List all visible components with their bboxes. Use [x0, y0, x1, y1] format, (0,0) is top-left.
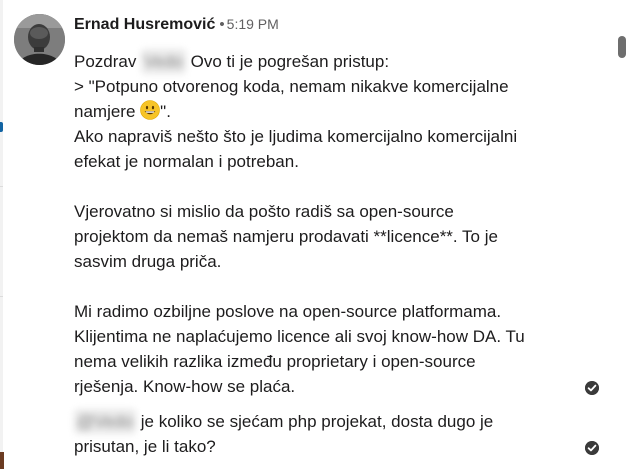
paragraph-gap	[74, 274, 554, 299]
message-timestamp[interactable]: 5:19 PM	[226, 16, 279, 32]
greeting-text: Pozdrav	[74, 52, 137, 71]
scrollbar-thumb[interactable]	[618, 36, 626, 58]
user-mention[interactable]: @Vedo	[74, 409, 136, 434]
sidebar-bottom-marker	[0, 452, 4, 469]
message-line: Mi radimo ozbiljne poslove na open-source platformama.	[74, 302, 502, 321]
message-line: Ako napraviš nešto što je ljudima komercijalno komercijalni	[74, 127, 518, 146]
check-circle-icon[interactable]	[585, 441, 599, 455]
quote-line: > "Potpuno otvorenog koda, nemam nikakve komercijalne	[74, 77, 509, 96]
avatar-photo	[14, 14, 65, 65]
message-line: efekat je normalan i potreban.	[74, 152, 299, 171]
paragraph-gap	[74, 174, 554, 199]
message-line: sasvim druga priča.	[74, 252, 222, 271]
check-circle-icon[interactable]	[585, 381, 599, 395]
sidebar-divider	[0, 296, 3, 297]
message-line: rješenja. Know-how se plaća.	[74, 377, 296, 396]
sidebar-selection-marker	[0, 122, 3, 132]
message-text: je koliko se sjećam php projekat, dosta dugo je	[140, 412, 494, 431]
sidebar-divider	[0, 186, 3, 187]
message-line: nema velikih razlika između proprietary i open-source	[74, 352, 476, 371]
message-text: ".	[160, 102, 171, 121]
header-separator: •	[219, 16, 225, 33]
message-text: namjere	[74, 102, 136, 121]
message-line	[74, 99, 554, 124]
message-line	[74, 49, 554, 74]
sender-name[interactable]: Ernad Husremović	[74, 16, 216, 33]
message-line: projektom da nemaš namjeru prodavati **licence**. To je	[74, 227, 498, 246]
grinning-face-emoji	[140, 100, 160, 120]
message-line: prisutan, je li tako?	[74, 437, 216, 456]
message-body	[74, 409, 554, 459]
message-line: Klijentima ne naplaćujemo licence ali svoj know-how DA. Tu	[74, 327, 525, 346]
user-avatar[interactable]	[14, 14, 65, 65]
user-mention[interactable]: Vedo	[141, 49, 186, 74]
message-body	[74, 49, 554, 399]
message-header	[74, 16, 279, 34]
message-text: Ovo ti je pogrešan pristup:	[190, 52, 390, 71]
message-line: Vjerovatno si mislio da pošto radiš sa open-source	[74, 202, 454, 221]
sidebar-edge	[0, 0, 3, 469]
message-line	[74, 409, 554, 434]
